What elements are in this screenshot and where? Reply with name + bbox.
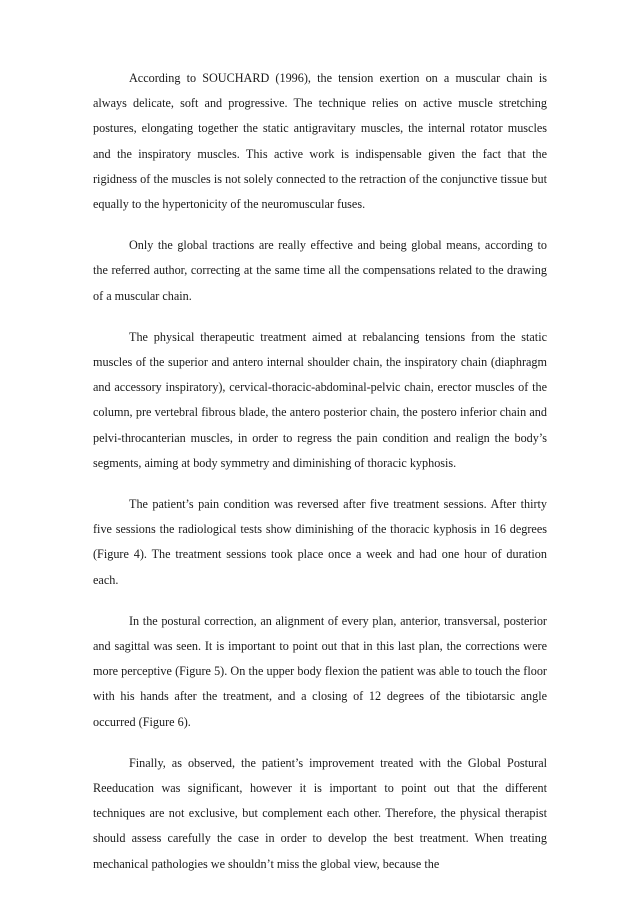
paragraph-postural-correction: In the postural correction, an alignment of every plan, anterior, transversal, posterior and sagittal was seen. It is important to point out that in this last plan, the corrections were more perceptive (Figure 5). On the upper body flexion the patient was able to touch the floor with his hands after the treatment, and a closing of 12 degrees of the tibiotarsic angle occurred (Figure 6).: [93, 613, 547, 729]
paragraph-global-tractions: Only the global tractions are really effective and being global means, according to the referred author, correcting at the same time all the compensations related to the drawing of a muscular chain.: [93, 238, 547, 303]
paragraph-souchard-tension: According to SOUCHARD (1996), the tension exertion on a muscular chain is always delicate, soft and progressive. The technique relies on active muscle stretching postures, elongating together the static antigravitary muscles, the internal rotator muscles and the inspiratory muscles. This active work is indispensable given the fact that the rigidness of the muscles is not solely connected to the retraction of the conjunctive tissue but equally to the hypertonicity of the neuromuscular fuses.: [93, 71, 547, 212]
body-text: [93, 66, 547, 877]
paragraph-treatment-aim: The physical therapeutic treatment aimed at rebalancing tensions from the static muscles of the superior and antero internal shoulder chain, the inspiratory chain (diaphragm and accessory inspiratory), cervical-thoracic-abdominal-pelvic chain, erector muscles of the column, pre vertebral fibrous blade, the antero posterior chain, the postero inferior chain and pelvi-throcanterian muscles, in order to regress the pain condition and realign the body’s segments, aiming at body symmetry and diminishing of thoracic kyphosis.: [93, 329, 547, 470]
paragraph-pain-reversal: The patient’s pain condition was reversed after five treatment sessions. After thirty five sessions the radiological tests show diminishing of the thoracic kyphosis in 16 degrees (Figure 4). The treatment sessions took place once a week and had one hour of duration each.: [93, 497, 547, 587]
paragraph-conclusion: Finally, as observed, the patient’s improvement treated with the Global Postural Reeducation was significant, however it is important to point out that the different techniques are not exclusive, but complement each other. Therefore, the physical therapist should assess carefully the case in order to develop the best treatment. When treating mechanical pathologies we shouldn’t miss the global view, because the: [93, 755, 547, 871]
